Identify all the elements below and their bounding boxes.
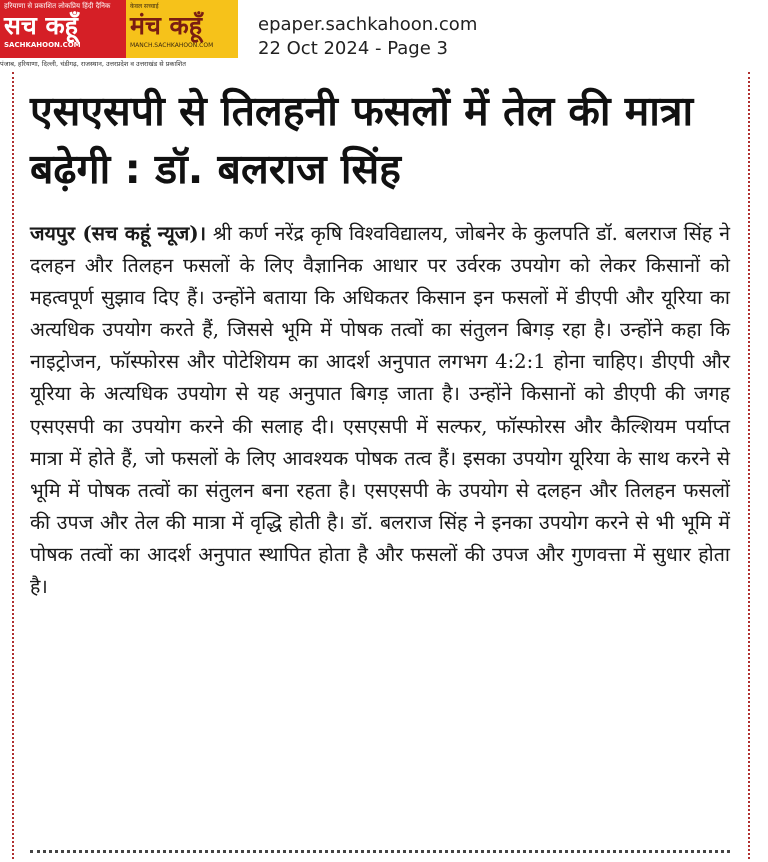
sach-kahoon-logo[interactable] — [0, 0, 126, 58]
manch-kahoon-logo[interactable] — [126, 0, 238, 58]
editions-strip: पंजाब, हरियाणा, दिल्ली, चंडीगढ़, राजस्थान, उत्तरप्रदेश व उत्तराखंड से प्रकाशित — [0, 58, 238, 70]
right-dotted-border — [748, 72, 750, 859]
article-body-text: श्री कर्ण नरेंद्र कृषि विश्वविद्यालय, जोबनेर के कुलपति डॉ. बलराज सिंह ने दलहन और तिलहन फसलों के लिए वैज्ञानिक आधार पर उर्वरक उपयोग को लेकर किसानों को महत्वपूर्ण सुझाव दिए हैं। उन्होंने बताया कि अधिकतर किसान इन फसलों में डीएपी और यूरिया का अत्यधिक उपयोग करते हैं, जिससे भूमि में पोषक तत्वों का संतुलन बिगड़ रहा है। उन्होंने कहा कि नाइट्रोजन, फॉस्फोरस और पोटेशियम का आदर्श अनुपात लगभग 4:2:1 होना चाहिए। डीएपी और यूरिया के अत्यधिक उपयोग से यह अनुपात बिगड़ जाता है। उन्होंने किसानों को डीएपी की जगह एसएसपी का उपयोग करने की सलाह दी। एसएसपी में सल्फर, फॉस्फोरस और कैल्शियम पर्याप्त मात्रा में होते हैं, जो फसलों के लिए आवश्यक पोषक तत्व हैं। इसका उपयोग यूरिया के साथ करने से भूमि में पोषक तत्वों का संतुलन बना रहता है। एसएसपी के उपयोग से दलहन और तिलहन फसलों की उपज और तेल की मात्रा में वृद्धि होती है। डॉ. बलराज सिंह ने इनका उपयोग करने से भी भूमि में पोषक तत्वों का आदर्श अनुपात स्थापित होता है और फसलों की उपज और गुणवत्ता में सुधार होता है। — [30, 222, 730, 599]
manch-kahoon-tagline: केवल सच्चाई — [130, 3, 159, 10]
article-clipping — [0, 72, 768, 859]
manch-kahoon-site: MANCH.SACHKAHOON.COM — [130, 42, 214, 49]
article-headline: एसएसपी से तिलहनी फसलों में तेल की मात्रा बढ़ेगी : डॉ. बलराज सिंह — [30, 87, 694, 193]
left-dotted-border — [12, 72, 14, 859]
sach-kahoon-name: सच कहूँ — [4, 11, 78, 40]
article-dateline: जयपुर (सच कहूं न्यूज)। — [30, 222, 207, 245]
sach-kahoon-tagline: हरियाणा से प्रकाशित लोकप्रिय हिंदी दैनिक — [4, 2, 111, 10]
masthead — [0, 0, 768, 72]
next-article-fragment — [30, 850, 730, 862]
manch-kahoon-name: मंच कहूँ — [130, 11, 203, 40]
epaper-url[interactable]: epaper.sachkahoon.com — [258, 14, 478, 35]
article-body — [30, 218, 730, 603]
edition-date-page: 22 Oct 2024 - Page 3 — [258, 38, 448, 59]
sach-kahoon-site: SACHKAHOON.COM — [4, 41, 81, 49]
